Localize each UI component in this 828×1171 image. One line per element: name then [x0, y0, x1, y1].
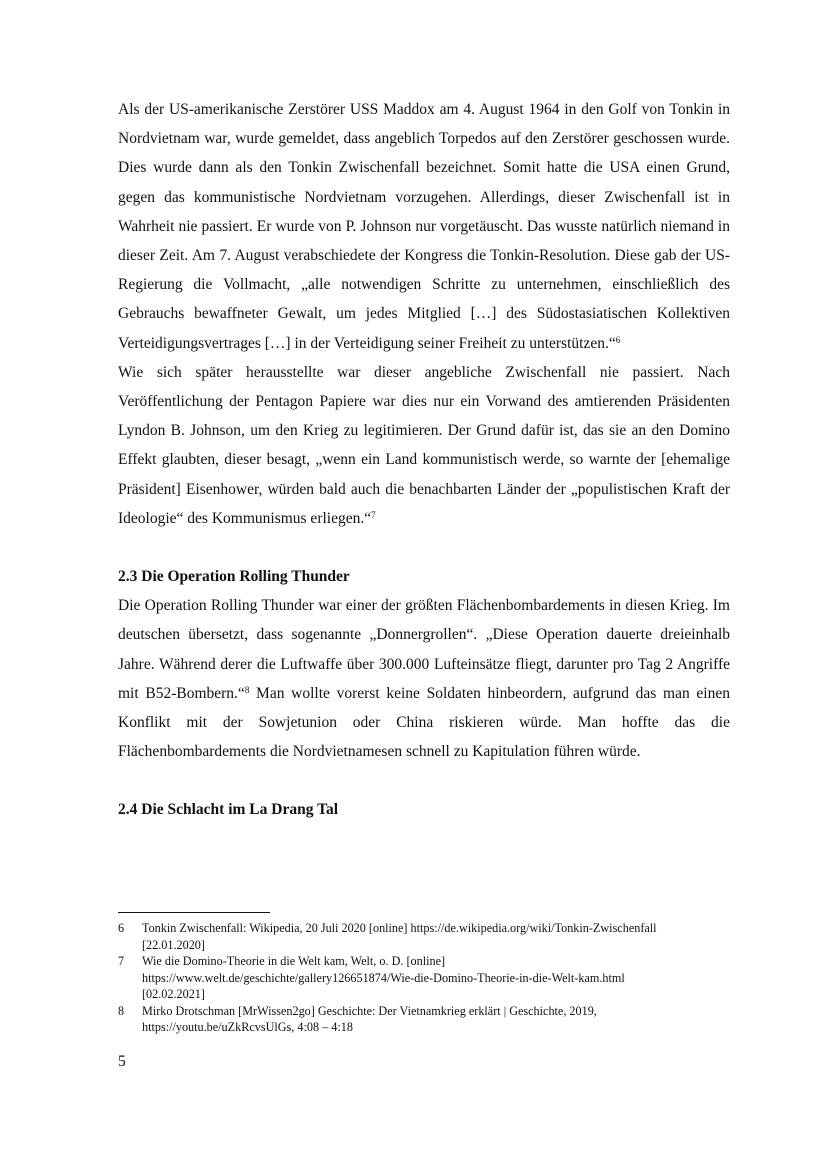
- footnote-6: [118, 920, 730, 953]
- footnote-number: 8: [118, 1003, 125, 1018]
- paragraph-domino-effect: [118, 358, 730, 533]
- footnote-separator: [118, 912, 270, 913]
- paragraph-text: Als der US-amerikanische Zerstörer USS Maddox am 4. August 1964 in den Golf von Tonkin in Nordvietnam war, wurde gemeldet, dass angeblich Torpedos auf den Zerstörer geschossen wurde. Dies wurde dann als den Tonkin Zwischenfall bezeichnet. Somit hatte die USA einen Grund, gegen das kommunistische Nordvietnam vorzugehen. Allerdings, dieser Zwischenfall ist in Wahrheit nie passiert. Er wurde von P. Johnson nur vorgetäuscht. Das wusste natürlich niemand in dieser Zeit. Am 7. August verabschiedete der Kongress die Tonkin-Resolution. Diese gab der US-Regierung die Vollmacht, „alle notwendigen Schritte zu unternehmen, einschließlich des Gebrauchs bewaffneter Gewalt, um jedes Mitglied […] des Südostasiatischen Kollektiven Verteidigungsvertrages […] in der Verteidigung seiner Freiheit zu unterstützen.“: [118, 101, 730, 352]
- footnote-8: [118, 1003, 730, 1036]
- paragraph-text: Wie sich später herausstellte war dieser angebliche Zwischenfall nie passiert. Nach Veröffentlichung der Pentagon Papiere war dies nur ein Vorwand des amtierenden Präsidenten Lyndon B. Johnson, um den Krieg zu legitimieren. Der Grund dafür ist, das sie an den Domino Effekt glaubten, dieser besagt, „wenn ein Land kommunistisch werde, so warnte der [ehemalige Präsident] Eisenhower, würden bald auch die benachbarten Länder der „populistischen Kraft der Ideologie“ des Kommunismus erliegen.“: [118, 363, 730, 527]
- spacer: [118, 533, 730, 562]
- footnote-text: [142, 1003, 730, 1036]
- footnote-line: Mirko Drotschman [MrWissen2go] Geschichte: Der Vietnamkrieg erklärt | Geschichte, 2019,: [142, 1003, 597, 1018]
- footnote-7: [118, 953, 730, 1003]
- footnote-ref[interactable]: 8: [244, 684, 250, 695]
- section-heading-rolling-thunder: 2.3 Die Operation Rolling Thunder: [118, 568, 350, 586]
- footnote-line: [02.02.2021]: [142, 987, 205, 1001]
- footnote-line: Wie die Domino-Theorie in die Welt kam, Welt, o. D. [online]: [142, 954, 446, 968]
- footnotes: [118, 912, 730, 1036]
- footnote-line: [22.01.2020]: [142, 937, 205, 952]
- paragraph-text: Die Operation Rolling Thunder war einer der größten Flächenbombardements in diesen Krieg. Im deutschen übersetzt, dass sogenannte „Donnergrollen“. „Diese Operation dauerte dreieinhalb Jahre. Während derer die Luftwaffe über 300.000 Lufteinsätze fliegt, darunter pro Tag 2 Angriffe mit B52-Bombern.“: [118, 597, 730, 702]
- footnote-ref[interactable]: 6: [615, 334, 621, 345]
- footnote-line[interactable]: Tonkin Zwischenfall: Wikipedia, 20 Juli 2020 [online] https://de.wikipedia.org/wiki/Tonkin-Zwischenfall: [142, 921, 657, 935]
- paragraph-text-continued: Man wollte vorerst keine Soldaten hinbeordern, aufgrund das man einen Konflikt mit der Sowjetunion oder China riskieren würde. Man hoffte das die Flächenbombardements die Nordvietnamesen schnell zu Kapitulation führen würde.: [118, 684, 730, 761]
- footnote-number: 6: [118, 921, 125, 935]
- footnote-text: [142, 920, 730, 953]
- footnote-link[interactable]: https://www.welt.de/geschichte/gallery126651874/Wie-die-Domino-Theorie-in-die-Welt-kam.html: [142, 970, 625, 985]
- paragraph-rolling-thunder: [118, 591, 730, 766]
- page-number: 5: [118, 1053, 126, 1070]
- footnote-link[interactable]: https://youtu.be/uZkRcvsUlGs, 4:08 – 4:18: [142, 1020, 353, 1034]
- footnote-ref[interactable]: 7: [371, 509, 376, 520]
- footnote-text: [142, 953, 730, 1003]
- paragraph-tonkin-incident: [118, 95, 730, 358]
- section-heading-la-drang: 2.4 Die Schlacht im La Drang Tal: [118, 801, 339, 819]
- spacer: [118, 766, 730, 795]
- page-body: [118, 95, 730, 825]
- footnote-number: 7: [118, 954, 125, 968]
